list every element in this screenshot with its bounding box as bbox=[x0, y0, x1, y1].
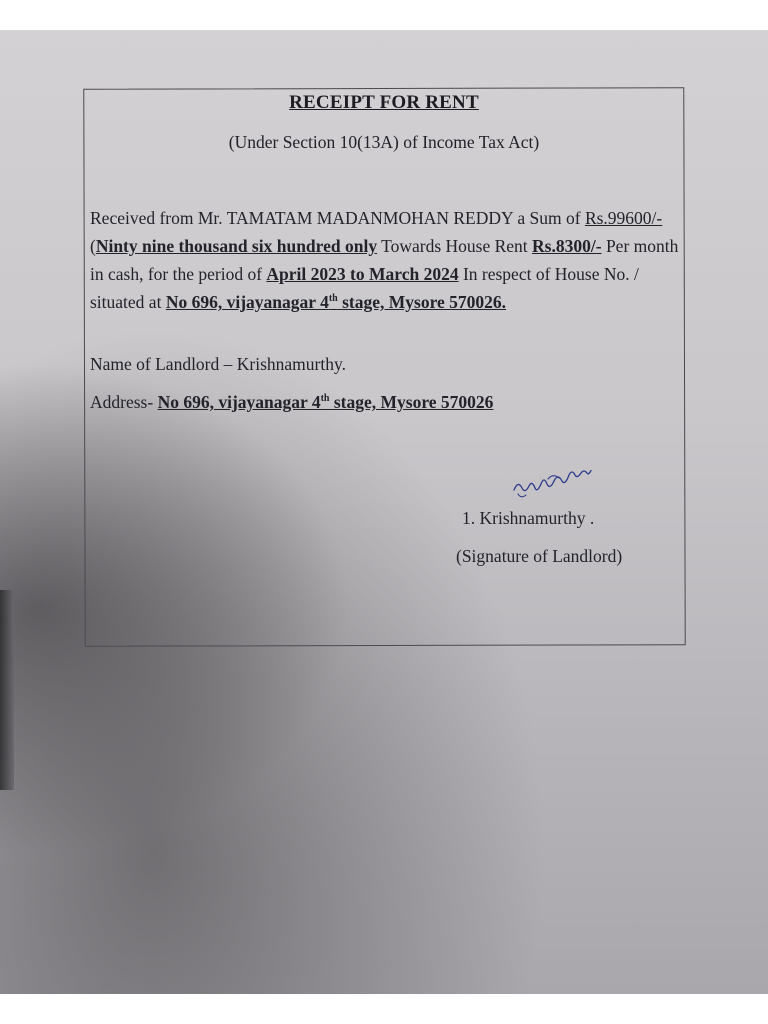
receipt-subtitle: (Under Section 10(13A) of Income Tax Act) bbox=[228, 132, 540, 152]
rent-period: April 2023 to March 2024 bbox=[266, 264, 459, 284]
house-address-pre: No 696, vijayanagar 4 bbox=[165, 292, 329, 312]
address-value-sup: th bbox=[320, 393, 330, 405]
landlord-address bbox=[90, 392, 493, 413]
signer-name: 1. Krishnamurthy . bbox=[462, 508, 595, 528]
house-address-sup: th bbox=[328, 293, 338, 305]
address-label: Address- bbox=[90, 392, 158, 412]
house-address-post: stage, Mysore 570026. bbox=[337, 292, 507, 312]
amount-in-words: Ninty nine thousand six hundred only bbox=[95, 236, 378, 256]
signer-role: (Signature of Landlord) bbox=[456, 546, 623, 566]
document-photo bbox=[0, 30, 768, 994]
landlord-name: Name of Landlord – Krishnamurthy. bbox=[90, 354, 346, 374]
body-text-3: Towards House Rent bbox=[377, 236, 533, 256]
body-text-5: In respect of House No. / situated at bbox=[90, 264, 639, 312]
landlord-signature bbox=[510, 470, 610, 504]
house-address bbox=[166, 292, 506, 312]
receipt-title: RECEIPT FOR RENT bbox=[289, 92, 479, 113]
body-text-4: Per month in cash, for the period of bbox=[90, 236, 679, 284]
address-value-pre: No 696, vijayanagar 4 bbox=[157, 392, 321, 412]
body-text-2: ( bbox=[90, 236, 96, 256]
receipt-body bbox=[90, 204, 688, 316]
body-text-1: Received from Mr. TAMATAM MADANMOHAN REDDY a Sum of bbox=[90, 208, 585, 228]
amount-value: Rs.99600/- bbox=[584, 208, 663, 228]
monthly-rent: Rs.8300/- bbox=[532, 236, 602, 256]
address-value bbox=[158, 392, 494, 412]
address-value-post: stage, Mysore 570026 bbox=[329, 392, 494, 412]
shadow-edge bbox=[0, 590, 14, 790]
